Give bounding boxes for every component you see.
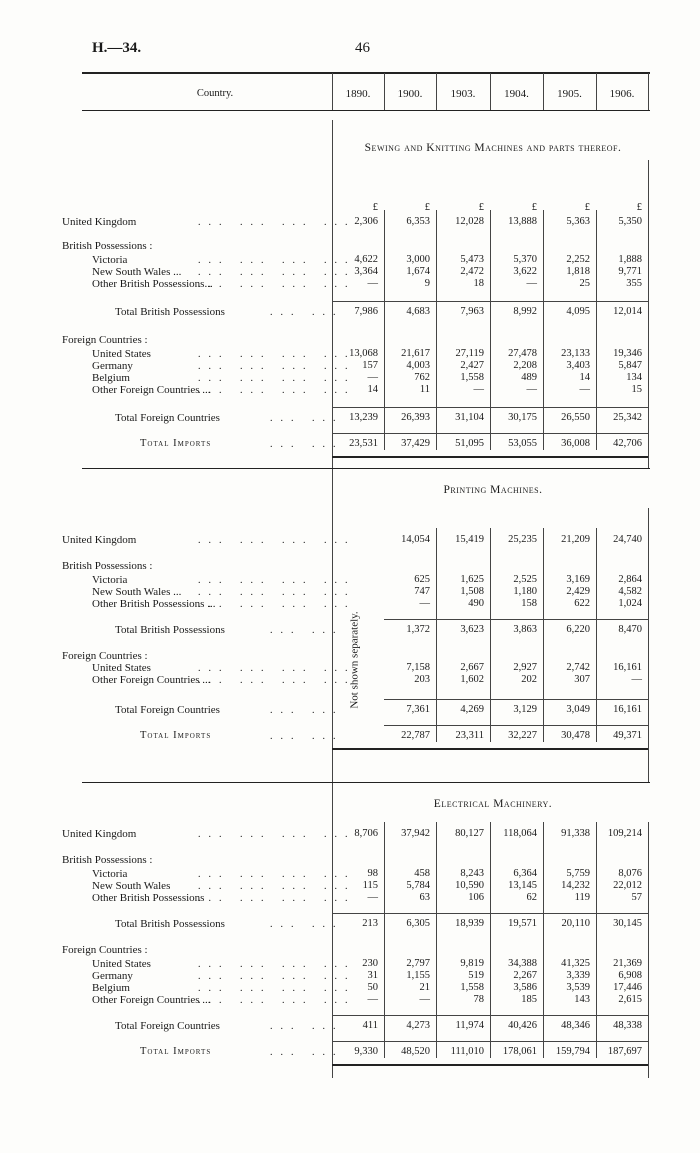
value-cell: 11 [419, 384, 430, 395]
value-cell: 14,054 [401, 534, 430, 545]
value-cell: 119 [574, 892, 590, 903]
value-cell: 7,158 [406, 662, 430, 673]
value-cell: 185 [521, 994, 537, 1005]
value-cell: 2,667 [460, 662, 484, 673]
value-cell: 1,508 [460, 586, 484, 597]
value-cell: 1,155 [406, 970, 430, 981]
value-cell: 27,478 [508, 348, 537, 359]
value-cell: 13,145 [508, 880, 537, 891]
year-column-header: 1904. [504, 88, 529, 100]
group-heading: Foreign Countries : [62, 334, 148, 346]
country-label: United States [92, 348, 151, 360]
value-cell: 42,706 [613, 438, 642, 449]
total-rule [332, 1041, 648, 1042]
column-rule [648, 822, 649, 1078]
value-cell: 2,864 [618, 574, 642, 585]
total-rule [384, 619, 648, 620]
value-cell: 13,068 [349, 348, 378, 359]
value-cell: 6,908 [618, 970, 642, 981]
value-cell: 111,010 [450, 1046, 484, 1057]
value-cell: 48,338 [613, 1020, 642, 1031]
total-rule [332, 433, 648, 434]
leader-dots: ... ... [270, 1047, 344, 1058]
rule-line [82, 110, 650, 111]
currency-symbol: £ [424, 202, 430, 213]
country-label: United Kingdom [62, 534, 137, 546]
value-cell: 23,133 [561, 348, 590, 359]
currency-symbol: £ [636, 202, 642, 213]
value-cell: 30,175 [508, 412, 537, 423]
value-cell: 14,232 [561, 880, 590, 891]
value-cell: 13,888 [508, 216, 537, 227]
value-cell: 9,330 [354, 1046, 378, 1057]
value-cell: 12,014 [613, 306, 642, 317]
total-rule [332, 301, 648, 302]
value-cell: 2,797 [406, 958, 430, 969]
section-end-rule [332, 456, 648, 458]
year-column-header: 1905. [557, 88, 582, 100]
column-rule [332, 782, 333, 1078]
value-cell: 134 [626, 372, 642, 383]
rule-line [82, 782, 650, 783]
group-heading: Foreign Countries : [62, 650, 148, 662]
leader-dots: ... ... ... ... [198, 373, 356, 384]
value-cell: 7,963 [460, 306, 484, 317]
value-cell: 5,363 [566, 216, 590, 227]
total-rule [332, 407, 648, 408]
country-label: Other British Possessions... [92, 278, 213, 290]
value-cell: 21,209 [561, 534, 590, 545]
leader-dots: ... ... ... ... [198, 675, 356, 686]
leader-dots: ... ... ... ... [198, 959, 356, 970]
leader-dots: ... ... ... ... [198, 587, 356, 598]
value-cell: 32,227 [508, 730, 537, 741]
value-cell: 489 [521, 372, 537, 383]
value-cell: 157 [362, 360, 378, 371]
value-cell: 22,012 [613, 880, 642, 891]
value-cell: 80,127 [455, 828, 484, 839]
value-cell: 91,338 [561, 828, 590, 839]
value-cell: 187,697 [607, 1046, 642, 1057]
value-cell: 18 [473, 278, 484, 289]
value-cell: 20,110 [561, 918, 590, 929]
value-cell: 16,161 [613, 704, 642, 715]
value-cell: 21,617 [401, 348, 430, 359]
leader-dots: ... ... ... ... [198, 255, 356, 266]
column-rule [332, 73, 333, 110]
country-label: United Kingdom [62, 216, 137, 228]
value-cell: 3,129 [513, 704, 537, 715]
value-cell: 307 [574, 674, 590, 685]
value-cell: 2,427 [460, 360, 484, 371]
value-cell: 519 [468, 970, 484, 981]
value-cell: 203 [414, 674, 430, 685]
value-cell: 159,794 [555, 1046, 590, 1057]
country-label: United States [92, 662, 151, 674]
value-cell: 1,024 [618, 598, 642, 609]
value-cell: 9 [424, 278, 430, 289]
leader-dots: ... ... ... ... [198, 385, 356, 396]
value-cell: 4,269 [460, 704, 484, 715]
value-cell: 7,986 [354, 306, 378, 317]
value-cell: 4,003 [406, 360, 430, 371]
country-label: Victoria [92, 254, 128, 266]
leader-dots: ... ... ... ... [198, 869, 356, 880]
leader-dots: ... ... [270, 413, 344, 424]
section-title: Sewing and Knitting Machines and parts thereof. [364, 142, 622, 154]
value-cell: 8,470 [618, 624, 642, 635]
value-cell: 458 [414, 868, 430, 879]
value-cell: 3,169 [566, 574, 590, 585]
value-cell: 178,061 [502, 1046, 537, 1057]
value-cell: 9,771 [618, 266, 642, 277]
value-cell: 16,161 [613, 662, 642, 673]
value-cell: 15 [631, 384, 642, 395]
value-cell: 2,306 [354, 216, 378, 227]
value-cell: 4,622 [354, 254, 378, 265]
value-cell: 5,847 [618, 360, 642, 371]
leader-dots: ... ... ... ... [198, 535, 356, 546]
value-cell: 7,361 [406, 704, 430, 715]
value-cell: 411 [362, 1020, 378, 1031]
value-cell: 622 [574, 598, 590, 609]
value-cell: 2,472 [460, 266, 484, 277]
value-cell: 1,558 [460, 372, 484, 383]
value-cell: 355 [626, 278, 642, 289]
country-label: Total Foreign Countries [115, 412, 220, 424]
value-cell: 2,615 [618, 994, 642, 1005]
group-heading: British Possessions : [62, 854, 153, 866]
value-cell: 41,325 [561, 958, 590, 969]
value-cell: 106 [468, 892, 484, 903]
value-cell: 2,742 [566, 662, 590, 673]
page-number: 46 [355, 40, 370, 56]
value-cell: 23,531 [349, 438, 378, 449]
total-rule [332, 1015, 648, 1016]
section-end-rule [332, 1064, 648, 1066]
value-cell: 37,429 [401, 438, 430, 449]
value-cell: 1,602 [460, 674, 484, 685]
value-cell: 1,558 [460, 982, 484, 993]
leader-dots: ... ... ... ... [198, 349, 356, 360]
value-cell: 202 [521, 674, 537, 685]
country-label: Belgium [92, 982, 130, 994]
value-cell: 3,364 [354, 266, 378, 277]
value-cell: 78 [473, 994, 484, 1005]
leader-dots: ... ... ... ... [198, 267, 356, 278]
column-rule [648, 508, 649, 782]
value-cell: 49,371 [613, 730, 642, 741]
currency-symbol: £ [584, 202, 590, 213]
value-cell: — [419, 994, 430, 1005]
value-cell: 109,214 [607, 828, 642, 839]
value-cell: 2,525 [513, 574, 537, 585]
value-cell: 5,784 [406, 880, 430, 891]
country-label: United Kingdom [62, 828, 137, 840]
country-label: New South Wales ... [92, 266, 182, 278]
value-cell: 51,095 [455, 438, 484, 449]
value-cell: 98 [367, 868, 378, 879]
value-cell: 6,364 [513, 868, 537, 879]
country-label: New South Wales [92, 880, 171, 892]
value-cell: — [473, 384, 484, 395]
value-cell: 9,819 [460, 958, 484, 969]
leader-dots: ... ... ... ... [198, 881, 356, 892]
leader-dots: ... ... ... ... [198, 893, 356, 904]
group-heading: British Possessions : [62, 560, 153, 572]
value-cell: 30,145 [613, 918, 642, 929]
document-reference: H.—34. [92, 40, 142, 56]
value-cell: 3,049 [566, 704, 590, 715]
value-cell: 24,740 [613, 534, 642, 545]
value-cell: 26,393 [401, 412, 430, 423]
country-label: Total British Possessions [115, 918, 225, 930]
value-cell: 1,372 [406, 624, 430, 635]
leader-dots: ... ... ... ... [198, 663, 356, 674]
column-rule [596, 73, 597, 110]
value-cell: 1,818 [566, 266, 590, 277]
group-heading: British Possessions : [62, 240, 153, 252]
value-cell: 490 [468, 598, 484, 609]
value-cell: 8,706 [354, 828, 378, 839]
country-label: United States [92, 958, 151, 970]
value-cell: 143 [574, 994, 590, 1005]
column-rule [436, 73, 437, 110]
column-rule [543, 73, 544, 110]
country-label: Other British Possessions [92, 892, 205, 904]
rule-line [82, 468, 650, 469]
country-label: Germany [92, 970, 133, 982]
value-cell: 2,252 [566, 254, 590, 265]
value-cell: 18,939 [455, 918, 484, 929]
value-cell: 3,539 [566, 982, 590, 993]
country-label: Total Imports [140, 438, 212, 449]
leader-dots: ... ... ... ... [198, 575, 356, 586]
section-end-rule [332, 748, 648, 750]
country-label: Total Imports [140, 1046, 212, 1057]
value-cell: 26,550 [561, 412, 590, 423]
group-heading: Foreign Countries : [62, 944, 148, 956]
country-label: Total Foreign Countries [115, 1020, 220, 1032]
value-cell: 21 [419, 982, 430, 993]
value-cell: 1,674 [406, 266, 430, 277]
country-label: New South Wales ... [92, 586, 182, 598]
country-label: Other Foreign Countries ... [92, 674, 211, 686]
value-cell: 3,339 [566, 970, 590, 981]
value-cell: 115 [362, 880, 378, 891]
year-column-header: 1900. [397, 88, 423, 100]
country-label: Other Foreign Countries ... [92, 994, 211, 1006]
value-cell: 2,927 [513, 662, 537, 673]
value-cell: 11,974 [455, 1020, 484, 1031]
value-cell: 3,863 [513, 624, 537, 635]
leader-dots: ... ... [270, 705, 344, 716]
total-rule [384, 699, 648, 700]
value-cell: — [367, 892, 378, 903]
column-rule [384, 73, 385, 110]
value-cell: 747 [414, 586, 430, 597]
value-cell: 158 [521, 598, 537, 609]
value-cell: 230 [362, 958, 378, 969]
value-cell: 6,353 [406, 216, 430, 227]
value-cell: — [419, 598, 430, 609]
value-cell: 213 [362, 918, 378, 929]
leader-dots: ... ... ... ... [198, 971, 356, 982]
value-cell: 1,180 [513, 586, 537, 597]
leader-dots: ... ... [270, 919, 344, 930]
value-cell: 6,305 [406, 918, 430, 929]
value-cell: 2,267 [513, 970, 537, 981]
value-cell: 4,683 [406, 306, 430, 317]
country-column-header: Country. [196, 88, 234, 99]
country-label: Victoria [92, 868, 128, 880]
value-cell: — [367, 994, 378, 1005]
value-cell: 4,095 [566, 306, 590, 317]
value-cell: 22,787 [401, 730, 430, 741]
country-label: Total Foreign Countries [115, 704, 220, 716]
leader-dots: ... ... [270, 625, 344, 636]
value-cell: 17,446 [613, 982, 642, 993]
value-cell: 37,942 [401, 828, 430, 839]
leader-dots: ... ... ... ... [198, 983, 356, 994]
total-rule [384, 725, 648, 726]
leader-dots: ... ... ... ... [198, 361, 356, 372]
value-cell: 25 [579, 278, 590, 289]
leader-dots: ... ... [270, 307, 344, 318]
currency-symbol: £ [478, 202, 484, 213]
value-cell: 48,520 [401, 1046, 430, 1057]
value-cell: 21,369 [613, 958, 642, 969]
country-label: Other Foreign Countries ... [92, 384, 211, 396]
leader-dots: ... ... [270, 439, 344, 450]
column-rule [648, 160, 649, 468]
column-rule [648, 73, 649, 110]
leader-dots: ... ... ... ... [198, 599, 356, 610]
value-cell: 3,000 [406, 254, 430, 265]
value-cell: 50 [367, 982, 378, 993]
leader-dots: ... ... [270, 1021, 344, 1032]
value-cell: 25,342 [613, 412, 642, 423]
value-cell: 3,623 [460, 624, 484, 635]
value-cell: 57 [631, 892, 642, 903]
value-cell: 25,235 [508, 534, 537, 545]
not-shown-separately-note: Not shown separately. [349, 611, 362, 709]
year-column-header: 1890. [345, 88, 371, 100]
value-cell: 62 [526, 892, 537, 903]
value-cell: 31 [367, 970, 378, 981]
value-cell: 625 [414, 574, 430, 585]
value-cell: 8,992 [513, 306, 537, 317]
country-label: Germany [92, 360, 133, 372]
leader-dots: ... ... [270, 731, 344, 742]
value-cell: — [367, 372, 378, 383]
value-cell: 12,028 [455, 216, 484, 227]
value-cell: 8,076 [618, 868, 642, 879]
value-cell: 30,478 [561, 730, 590, 741]
leader-dots: ... ... ... ... [198, 829, 356, 840]
value-cell: 5,473 [460, 254, 484, 265]
country-label: Total British Possessions [115, 306, 225, 318]
value-cell: 40,426 [508, 1020, 537, 1031]
value-cell: 14 [367, 384, 378, 395]
value-cell: 4,582 [618, 586, 642, 597]
value-cell: 6,220 [566, 624, 590, 635]
value-cell: 3,622 [513, 266, 537, 277]
value-cell: 762 [414, 372, 430, 383]
value-cell: 1,625 [460, 574, 484, 585]
value-cell: 1,888 [618, 254, 642, 265]
value-cell: 23,311 [455, 730, 484, 741]
value-cell: 4,273 [406, 1020, 430, 1031]
year-column-header: 1903. [450, 88, 476, 100]
value-cell: 118,064 [503, 828, 537, 839]
value-cell: 10,590 [455, 880, 484, 891]
country-label: Total British Possessions [115, 624, 225, 636]
value-cell: 5,759 [566, 868, 590, 879]
column-rule [490, 73, 491, 110]
value-cell: 3,403 [566, 360, 590, 371]
currency-symbol: £ [372, 202, 378, 213]
value-cell: — [526, 384, 537, 395]
country-label: Belgium [92, 372, 130, 384]
value-cell: — [526, 278, 537, 289]
value-cell: 8,243 [460, 868, 484, 879]
value-cell: 19,346 [613, 348, 642, 359]
value-cell: 19,571 [508, 918, 537, 929]
value-cell: — [579, 384, 590, 395]
value-cell: — [631, 674, 642, 685]
value-cell: 48,346 [561, 1020, 590, 1031]
leader-dots: ... ... ... ... [198, 279, 356, 290]
value-cell: 27,119 [455, 348, 484, 359]
value-cell: 2,429 [566, 586, 590, 597]
value-cell: 5,350 [618, 216, 642, 227]
section-title: Electrical Machinery. [433, 798, 553, 810]
value-cell: 2,208 [513, 360, 537, 371]
rule-line [82, 72, 650, 74]
currency-symbol: £ [531, 202, 537, 213]
country-label: Victoria [92, 574, 128, 586]
country-label: Total Imports [140, 730, 212, 741]
value-cell: 15,419 [455, 534, 484, 545]
value-cell: 53,055 [508, 438, 537, 449]
value-cell: 3,586 [513, 982, 537, 993]
total-rule [332, 913, 648, 914]
leader-dots: ... ... ... ... [198, 995, 356, 1006]
value-cell: 5,370 [513, 254, 537, 265]
value-cell: 34,388 [508, 958, 537, 969]
value-cell: 36,008 [561, 438, 590, 449]
year-column-header: 1906. [609, 88, 635, 100]
country-label: Other British Possessions ... [92, 598, 216, 610]
value-cell: 13,239 [349, 412, 378, 423]
value-cell: 31,104 [455, 412, 484, 423]
value-cell: 63 [419, 892, 430, 903]
leader-dots: ... ... ... ... [198, 217, 356, 228]
section-title: Printing Machines. [443, 484, 543, 496]
value-cell: 14 [579, 372, 590, 383]
value-cell: — [367, 278, 378, 289]
